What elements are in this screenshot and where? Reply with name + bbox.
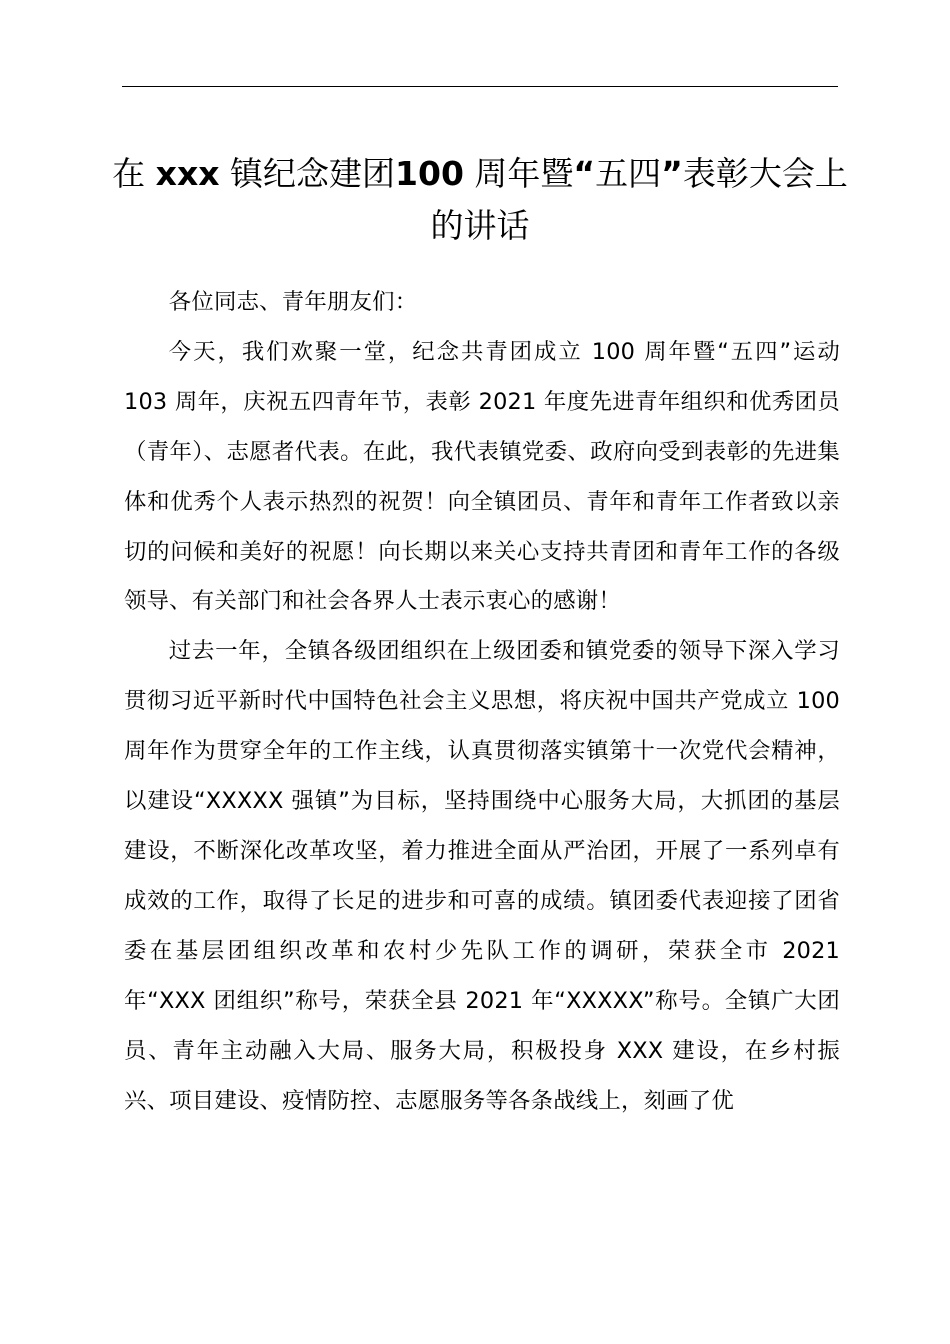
header-rule xyxy=(122,86,838,87)
title-number: 100 xyxy=(395,154,464,193)
title-suffix-b: 表彰大会上的讲话 xyxy=(430,154,848,245)
title-event: 五四 xyxy=(595,154,662,193)
title-middle: 镇纪念建团 xyxy=(230,154,396,193)
body-paragraph: 今天，我们欢聚一堂，纪念共青团成立 100 周年暨“五四”运动 103 周年，庆祝五四青年节，表彰 2021 年度先进青年组织和优秀团员（青年）、志愿者代表。在此，我代表镇党委、政府向受到表彰的先进集体和优秀个人表示热烈的祝贺！向全镇团员、青年和青年工作者致以亲切的问候和美好的祝愿！向长期以来关心支持共青团和青年工作的各级领导、有关部门和社会各界人士表示衷心的感谢！ xyxy=(124,338,840,615)
title-quote-open: “ xyxy=(573,154,596,193)
title-suffix-a: 周年暨 xyxy=(474,154,574,193)
body-text xyxy=(124,278,840,1126)
title-quote-close: ” xyxy=(661,154,683,193)
salutation-paragraph: 各位同志、青年朋友们： xyxy=(168,289,418,315)
body-paragraph: 过去一年，全镇各级团组织在上级团委和镇党委的领导下深入学习贯彻习近平新时代中国特色社会主义思想，将庆祝中国共产党成立 100 周年作为贯穿全年的工作主线，认真贯彻落实镇第十一次党代会精神，以建设“XXXXX 强镇”为目标，坚持围绕中心服务大局，大抓团的基层建设，不断深化改革攻坚，着力推进全面从严治团，开展了一系列卓有成效的工作，取得了长足的进步和可喜的成绩。镇团委代表迎接了团省委在基层团组织改革和农村少先队工作的调研，荣获全市 2021 年“XXX 团组织”称号，荣获全县 2021 年“XXXXX”称号。全镇广大团员、青年主动融入大局、服务大局，积极投身 XXX 建设，在乡村振兴、项目建设、疫情防控、志愿服务等各条战线上，刻画了优 xyxy=(124,638,840,1114)
title-prefix: 在 xyxy=(112,154,146,193)
title-code: xxx xyxy=(155,154,220,193)
document-title xyxy=(110,148,850,252)
